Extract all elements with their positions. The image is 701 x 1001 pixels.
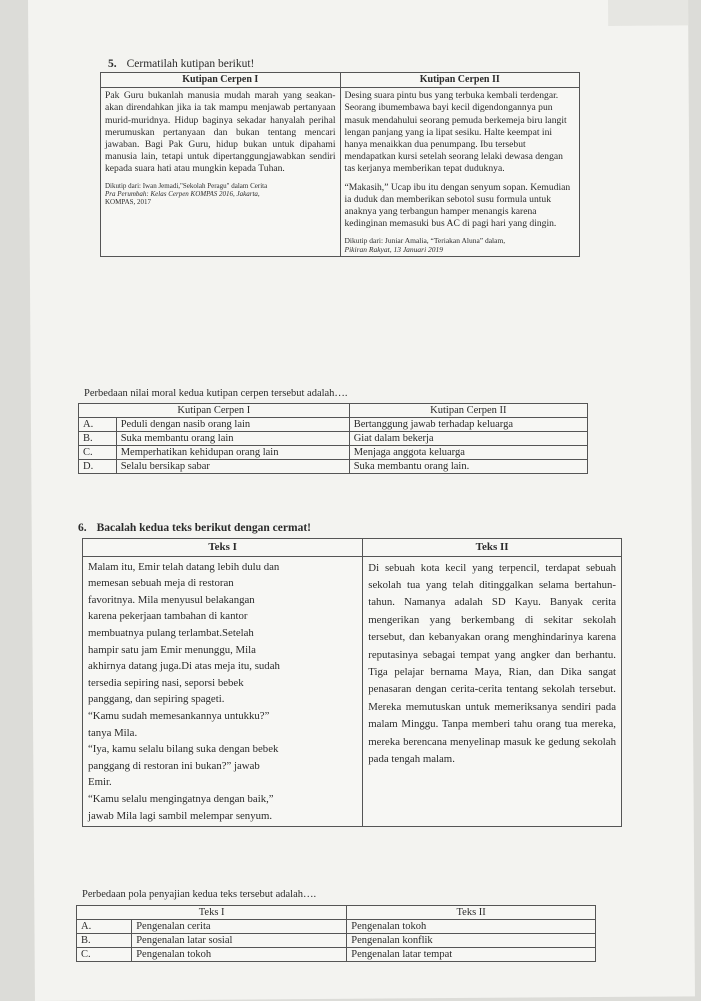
passage-1-text: Pak Guru bukanlah manusia mudah marah yang seakan-akan direndahkan jika ia tak mampu menjawab pertanyaan murid-muridnya. Hidup baginya sekadar hanyalah perihal merumuskan pertanyaan dan bukan tentang mencari jawaban. Bagi Pak Guru, hidup bukan untuk dipahami manusia lain, tetapi untuk dipertanggungjawabkan sendiri kepada suara hati atau mungkin kepada Tuhan. (105, 90, 336, 175)
text-1-line: akhirnya datang juga.Di atas meja itu, sudah (88, 660, 280, 673)
option-a[interactable] (77, 920, 596, 934)
options-header-1: Teks I (77, 906, 347, 920)
option-col1: Memperhatikan kehidupan orang lain (116, 446, 349, 460)
question-5-passage-table (100, 72, 580, 257)
question-6-options-table (76, 905, 596, 962)
question-5-options-table (78, 403, 588, 474)
option-col2: Pengenalan tokoh (347, 920, 596, 934)
option-col1: Pengenalan latar sosial (132, 934, 347, 948)
options-header-2: Kutipan Cerpen II (349, 404, 587, 418)
question-6-instruction: Bacalah kedua teks berikut dengan cermat! (96, 522, 311, 534)
question-6-prompt: Perbedaan pola penyajian kedua teks tersebut adalah…. (82, 889, 317, 900)
option-b[interactable] (77, 934, 596, 948)
text-1-line: jawab Mila lagi sambil melempar senyum. (88, 809, 273, 822)
passage-2-header: Kutipan Cerpen II (340, 73, 580, 88)
paper-corner (608, 0, 688, 26)
option-c[interactable] (77, 948, 596, 962)
option-col2: Pengenalan latar tempat (347, 948, 596, 962)
option-b[interactable] (79, 432, 588, 446)
option-letter: A. (77, 920, 132, 934)
question-6-heading (78, 522, 311, 534)
text-2-header: Teks II (363, 539, 622, 557)
question-6-number: 6. (78, 522, 87, 534)
option-letter: D. (79, 460, 117, 474)
passage-2-cell (340, 88, 580, 257)
option-letter: A. (79, 418, 117, 432)
option-d[interactable] (79, 460, 588, 474)
option-col1: Pengenalan tokoh (132, 948, 347, 962)
passage-1-source-line: Pra Perumbah: Kelas Cerpen KOMPAS 2016, Jakarta, (105, 189, 260, 198)
option-letter: C. (79, 446, 117, 460)
option-col2: Pengenalan konflik (347, 934, 596, 948)
text-1-line: Malam itu, Emir telah datang lebih dulu dan (88, 560, 280, 573)
text-1-line: tanya Mila. (88, 726, 138, 739)
text-2-cell (363, 556, 622, 827)
options-header-2: Teks II (347, 906, 596, 920)
text-1-line: Emir. (88, 776, 112, 789)
options-header-1: Kutipan Cerpen I (79, 404, 350, 418)
option-col1: Suka membantu orang lain (116, 432, 349, 446)
question-5-number: 5. (108, 58, 117, 70)
passage-1-source-line: KOMPAS, 2017 (105, 197, 152, 206)
question-5-heading (108, 58, 254, 70)
passage-2-text-1: Desing suara pintu bus yang terbuka kembali terdengar. Seorang ibumembawa bayi kecil digendongannya pun masuk mendahului seorang pemuda berkemeja biru langit lengan panjang yang ia lipat sesiku. Halte keempat ini hanya menaikkan dua penumpang. Ibu tersebut mendapatkan kursi setelah seorang lelaki dewasa dengan tas kerjanya memberikan tepat duduknya. (344, 90, 567, 175)
text-1-line: tersedia sepiring nasi, seporsi bebek (88, 676, 244, 689)
passage-2-source-line: Dikutip dari: Juniar Amalia, “Teriakan Aluna” dalam, (344, 236, 506, 246)
question-5-instruction: Cermatilah kutipan berikut! (126, 58, 255, 70)
option-letter: C. (77, 948, 132, 962)
passage-2-source-line: Pikiran Rakyat, 13 Januari 2019 (344, 245, 444, 255)
passage-2-text-2: “Makasih,” Ucap ibu itu dengan senyum sopan. Kemudian ia duduk dan memberikan sebotol susu formula untuk anaknya yang terbangun hamper menangis karena kedinginan memasuki bus AC di pagi hari yang dingin. (344, 181, 571, 230)
option-col1: Selalu bersikap sabar (116, 460, 349, 474)
option-col2: Menjaga anggota keluarga (349, 446, 587, 460)
passage-1-header: Kutipan Cerpen I (101, 73, 341, 88)
text-1-header: Teks I (83, 539, 363, 557)
text-1-line: favoritnya. Mila menyusul belakangan (88, 593, 255, 606)
text-1-line: “Kamu sudah memesankannya untukku?” (88, 709, 270, 722)
text-1-cell (83, 556, 363, 827)
option-col2: Suka membantu orang lain. (349, 460, 587, 474)
option-col1: Pengenalan cerita (132, 920, 347, 934)
text-1-line: karena pekerjaan tambahan di kantor (88, 610, 248, 623)
text-1-line: panggang, dan sepiring spageti. (88, 693, 225, 706)
text-1-line: membuatnya pulang terlambat.Setelah (88, 626, 254, 639)
question-6-passage-table (82, 538, 622, 827)
option-col1: Peduli dengan nasib orang lain (116, 418, 349, 432)
passage-1-source-line: Dikutip dari: Iwan Jemadi,"Sekolah Peragu" dalam Cerita (105, 181, 268, 190)
option-col2: Giat dalam bekerja (349, 432, 587, 446)
passage-2-source (345, 236, 576, 254)
option-letter: B. (79, 432, 117, 446)
text-1-line: “Kamu selalu mengingatnya dengan baik,” (88, 792, 274, 805)
text-1-line: hampir satu jam Emir menunggu, Mila (88, 643, 256, 656)
passage-1-cell (101, 88, 341, 257)
text-2-body: Di sebuah kota kecil yang terpencil, terdapat sebuah sekolah tua yang telah ditinggalkan selama bertahun-tahun. Namanya adalah SD Kayu. Banyak cerita mengerikan yang berkembang di sekitar sekolah tersebut, dan kebanyakan orang menghindarinya karena reputasinya sebagai tempat yang angker dan berhantu. Tiga pelajar bernama Maya, Rian, dan Dika sangat penasaran dengan cerita-cerita tentang sekolah tersebut. Mereka memutuskan untuk memeriksanya sendiri pada malam Minggu. Tanpa memberi tahu orang tua mereka, mereka berencana menyelinap masuk ke gedung sekolah pada tengah malam. (368, 561, 616, 766)
option-col2: Bertanggung jawab terhadap keluarga (349, 418, 587, 432)
question-5-prompt: Perbedaan nilai moral kedua kutipan cerpen tersebut adalah…. (84, 388, 348, 399)
text-1-line: “Iya, kamu selalu bilang suka dengan bebek (88, 743, 279, 756)
passage-1-source (105, 182, 336, 206)
option-letter: B. (77, 934, 132, 948)
option-a[interactable] (79, 418, 588, 432)
text-1-line: panggang di restoran ini bukan?” jawab (88, 759, 260, 772)
option-c[interactable] (79, 446, 588, 460)
text-1-line: memesan sebuah meja di restoran (88, 577, 234, 590)
